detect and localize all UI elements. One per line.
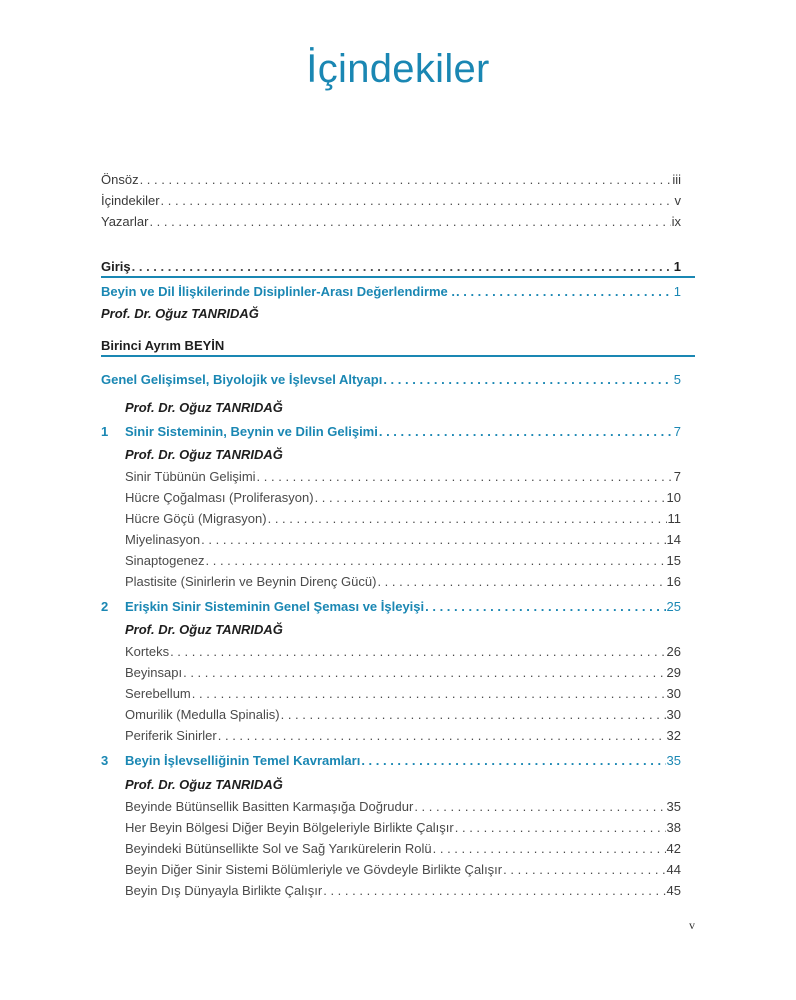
leader-dots [414,797,665,817]
toc-page: 32 [666,728,681,743]
toc-label: Beyinde Bütünsellik Basitten Karmaşığa Doğrudur [125,799,414,814]
toc-subentry[interactable] [125,684,681,704]
toc-subentry[interactable] [125,860,681,880]
toc-subentry[interactable] [125,551,681,571]
leader-dots [281,705,666,725]
leader-dots [218,726,666,746]
toc-subentry[interactable] [125,726,681,746]
toc-label: Hücre Göçü (Migrasyon) [125,511,267,526]
toc-page: 10 [666,490,681,505]
toc-label: Korteks [125,644,170,659]
leader-dots [149,212,670,232]
leader-dots [183,663,665,683]
toc-label: Plastisite (Sinirlerin ve Beynin Direnç Gücü) [125,574,377,589]
leader-dots [456,282,673,302]
toc-label: Genel Gelişimsel, Biyolojik ve İşlevsel Altyapı [101,372,383,387]
leader-dots [323,881,665,901]
leader-dots [140,170,672,190]
leader-dots [170,642,665,662]
toc-page: 7 [673,469,681,484]
toc-page: 16 [666,574,681,589]
toc-entry-giris[interactable] [101,257,681,277]
toc-page: 30 [666,707,681,722]
author-name: Prof. Dr. Oğuz TANRIDAĞ [125,777,283,792]
toc-label: Her Beyin Bölgesi Diğer Beyin Bölgeleriyle Birlikte Çalışır [125,820,454,835]
page-title: İçindekiler [306,47,490,91]
toc-subentry[interactable] [125,572,681,592]
toc-page: 1 [673,259,681,274]
toc-label: Beyin ve Dil İlişkilerinde Disiplinler-Arası Değerlendirme . [101,284,456,299]
leader-dots [425,597,665,617]
toc-subentry[interactable] [125,818,681,838]
toc-page: 38 [666,820,681,835]
leader-dots [132,257,673,277]
leader-dots [377,572,665,592]
toc-subentry[interactable] [125,509,681,529]
toc-subentry[interactable] [125,488,681,508]
toc-label: Serebellum [125,686,191,701]
toc-entry-intro-chapter[interactable] [101,282,681,302]
toc-entry-chapter-3[interactable] [101,751,681,771]
chapter-number: 2 [101,599,109,614]
chapter-number: 1 [101,424,109,439]
author-name: Prof. Dr. Oğuz TANRIDAĞ [125,622,283,637]
page-number: v [689,918,695,932]
toc-page: 5 [673,372,681,387]
author-name: Prof. Dr. Oğuz TANRIDAĞ [125,400,283,415]
toc-subentry[interactable] [125,530,681,550]
leader-dots [503,860,665,880]
leader-dots [268,509,667,529]
toc-page: 35 [666,753,681,768]
toc-page: 44 [666,862,681,877]
section-rule [101,276,695,278]
toc-label: Beyin İşlevselliğinin Temel Kavramları [125,753,361,768]
toc-page: ix [671,214,681,229]
toc-page: 42 [666,841,681,856]
leader-dots [257,467,673,487]
toc-entry-part-section[interactable] [101,370,681,390]
toc-page: 35 [666,799,681,814]
toc-subentry[interactable] [125,881,681,901]
toc-label: Periferik Sinirler [125,728,217,743]
author-name: Prof. Dr. Oğuz TANRIDAĞ [125,447,283,462]
toc-label: Miyelinasyon [125,532,201,547]
part-heading: Birinci Ayrım BEYİN [101,338,225,353]
toc-subentry[interactable] [125,663,681,683]
leader-dots [201,530,665,550]
toc-entry-yazarlar[interactable] [101,212,681,232]
toc-subentry[interactable] [125,467,681,487]
toc-label: Hücre Çoğalması (Proliferasyon) [125,490,314,505]
toc-label: Erişkin Sinir Sisteminin Genel Şeması ve İşleyişi [125,599,425,614]
toc-label: Sinir Tübünün Gelişimi [125,469,256,484]
leader-dots [433,839,666,859]
toc-page: 25 [666,599,681,614]
toc-entry-onsoz[interactable] [101,170,681,190]
toc-label: Önsöz [101,172,139,187]
leader-dots [383,370,672,390]
toc-subentry[interactable] [125,839,681,859]
leader-dots [192,684,666,704]
chapter-number: 3 [101,753,109,768]
toc-subentry[interactable] [125,705,681,725]
toc-label: Beyinsapı [125,665,183,680]
leader-dots [161,191,674,211]
toc-label: Sinaptogenez [125,553,205,568]
toc-label: Giriş [101,259,131,274]
toc-entry-chapter-1[interactable] [101,422,681,442]
section-rule [101,355,695,357]
author-name: Prof. Dr. Oğuz TANRIDAĞ [101,306,259,321]
toc-subentry[interactable] [125,642,681,662]
toc-page: 45 [666,883,681,898]
toc-page: 1 [673,284,681,299]
toc-label: Omurilik (Medulla Spinalis) [125,707,280,722]
toc-page: v [674,193,681,208]
toc-page: 7 [673,424,681,439]
toc-label: Beyin Diğer Sinir Sistemi Bölümleriyle ve Gövdeyle Birlikte Çalışır [125,862,503,877]
leader-dots [206,551,666,571]
leader-dots [379,422,673,442]
toc-label: Sinir Sisteminin, Beynin ve Dilin Gelişimi [125,424,378,439]
toc-entry-icindekiler[interactable] [101,191,681,211]
toc-page: 14 [666,532,681,547]
leader-dots [315,488,666,508]
toc-page: iii [672,172,681,187]
toc-entry-chapter-2[interactable] [101,597,681,617]
leader-dots [361,751,665,771]
toc-label: Yazarlar [101,214,149,229]
leader-dots [455,818,666,838]
toc-label: İçindekiler [101,193,160,208]
toc-subentry[interactable] [125,797,681,817]
toc-page: 30 [666,686,681,701]
toc-label: Beyindeki Bütünsellikte Sol ve Sağ Yarıkürelerin Rolü [125,841,432,856]
toc-page: 11 [667,511,681,526]
toc-page: 15 [666,553,681,568]
toc-page: 26 [666,644,681,659]
toc-label: Beyin Dış Dünyayla Birlikte Çalışır [125,883,323,898]
toc-page: 29 [666,665,681,680]
